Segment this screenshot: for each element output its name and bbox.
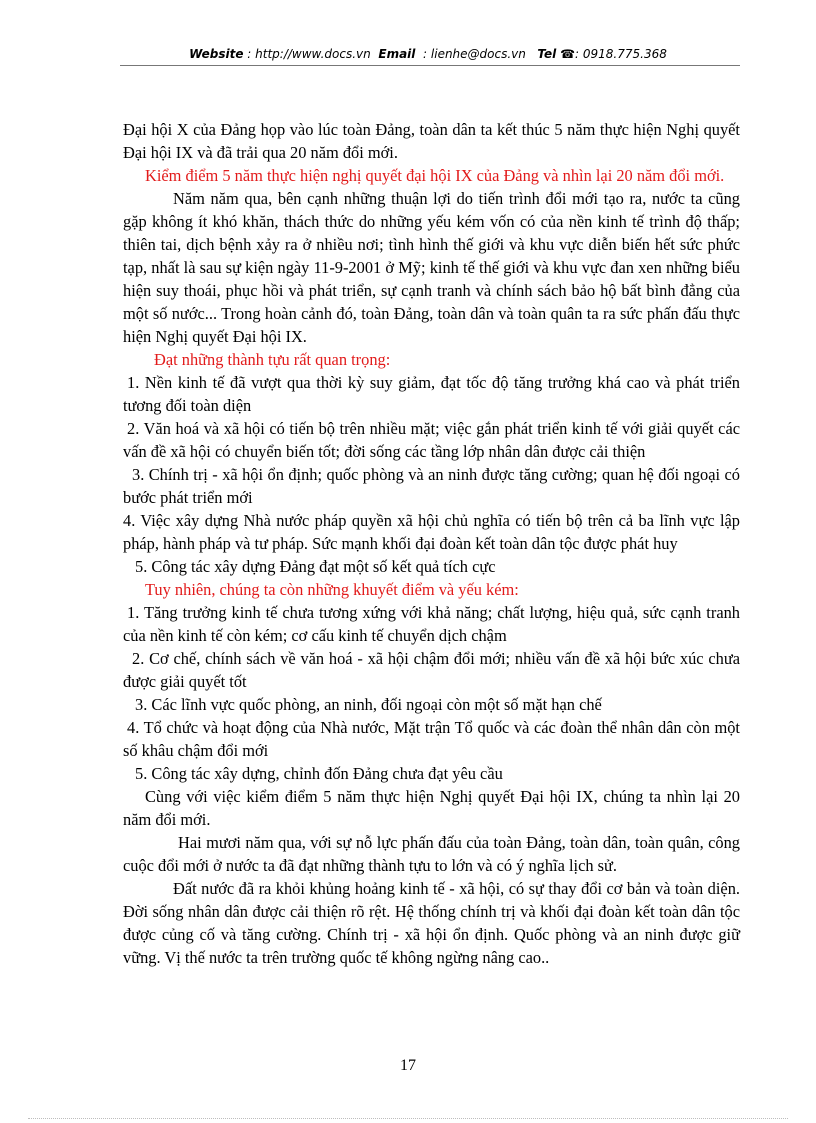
page-header [120,47,736,61]
tel-label: Tel [537,47,557,61]
phone-icon: ☎ [560,47,576,61]
list-item: 1. Tăng trưởng kinh tế chưa tương xứng với khả năng; chất lượng, hiệu quả, sức cạnh tranh của nền kinh tế còn kém; cơ cấu kinh tế chuyển dịch chậm [123,603,740,645]
tel-number: : 0918.775.368 [575,47,667,61]
section-heading: Đạt những thành tựu rất quan trọng: [154,350,391,369]
list-item: 4. Việc xây dựng Nhà nước pháp quyền xã hội chủ nghĩa có tiến bộ trên cả ba lĩnh vực lập pháp, hành pháp và tư pháp. Sức mạnh khối đại đoàn kết toàn dân tộc được phát huy [123,511,740,553]
document-body [123,118,740,969]
section-heading: Kiểm điểm 5 năm thực hiện nghị quyết đại hội IX của Đảng và nhìn lại 20 năm đổi mới. [145,166,725,185]
list-item: 1. Nền kinh tế đã vượt qua thời kỳ suy giảm, đạt tốc độ tăng trưởng khá cao và phát triển tương đối toàn diện [123,373,740,415]
email-address[interactable]: : lienhe@docs.vn [423,47,526,61]
paragraph: Cùng với việc kiểm điểm 5 năm thực hiện Nghị quyết Đại hội IX, chúng ta nhìn lại 20 năm đổi mới. [123,787,740,829]
list-item: 2. Cơ chế, chính sách về văn hoá - xã hội chậm đổi mới; nhiều vấn đề xã hội bức xúc chưa được giải quyết tốt [123,649,740,691]
paragraph: Hai mươi năm qua, với sự nỗ lực phấn đấu của toàn Đảng, toàn dân, toàn quân, công cuộc đổi mới ở nước ta đã đạt những thành tựu to lớn và có ý nghĩa lịch sử. [123,833,740,875]
list-item: 2. Văn hoá và xã hội có tiến bộ trên nhiều mặt; việc gắn phát triển kinh tế với giải quyết các vấn đề xã hội có chuyển biến tốt; đời sống các tầng lớp nhân dân được cải thiện [123,419,740,461]
paragraph: Đất nước đã ra khỏi khủng hoảng kinh tế - xã hội, có sự thay đổi cơ bản và toàn diện. Đời sống nhân dân được cải thiện rõ rệt. Hệ thống chính trị và khối đại đoàn kết toàn dân tộc được củng cố và tăng cường. Chính trị - xã hội ổn định. Quốc phòng và an ninh được giữ vững. Vị thế nước ta trên trường quốc tế không ngừng nâng cao.. [123,879,740,967]
section-heading: Tuy nhiên, chúng ta còn những khuyết điểm và yếu kém: [145,580,519,599]
list-item: 4. Tổ chức và hoạt động của Nhà nước, Mặt trận Tổ quốc và các đoàn thể nhân dân còn một số khâu chậm đổi mới [123,718,740,760]
list-item: 3. Chính trị - xã hội ổn định; quốc phòng và an ninh được tăng cường; quan hệ đối ngoại có bước phát triển mới [123,465,740,507]
website-label: Website [189,47,244,61]
email-label: Email [378,47,416,61]
list-item: 3. Các lĩnh vực quốc phòng, an ninh, đối ngoại còn một số mặt hạn chế [135,695,602,714]
header-divider [120,65,740,66]
paragraph: Năm năm qua, bên cạnh những thuận lợi do tiến trình đổi mới tạo ra, nước ta cũng gặp không ít khó khăn, thách thức do những yếu kém vốn có của nền kinh tế trình độ thấp; thiên tai, dịch bệnh xảy ra ở nhiều nơi; tình hình thế giới và khu vực diễn biến hết sức phức tạp, nhất là sau sự kiện ngày 11-9-2001 ở Mỹ; kinh tế thế giới và khu vực đan xen những biểu hiện suy thoái, phục hồi và phát triển, sự cạnh tranh và chính sách bảo hộ bất bình đẳng của một số nước... Trong hoàn cảnh đó, toàn Đảng, toàn dân và toàn quân ta ra sức phấn đấu thực hiện Nghị quyết Đại hội IX. [123,189,740,346]
paragraph: Đại hội X của Đảng họp vào lúc toàn Đảng, toàn dân ta kết thúc 5 năm thực hiện Nghị quyết Đại hội IX và đã trải qua 20 năm đổi mới. [123,120,740,162]
list-item: 5. Công tác xây dựng Đảng đạt một số kết quả tích cực [135,557,496,576]
website-url[interactable]: : http://www.docs.vn [247,47,371,61]
footer-divider [28,1118,788,1119]
list-item: 5. Công tác xây dựng, chỉnh đốn Đảng chưa đạt yêu cầu [135,764,503,783]
page-number: 17 [400,1057,416,1074]
